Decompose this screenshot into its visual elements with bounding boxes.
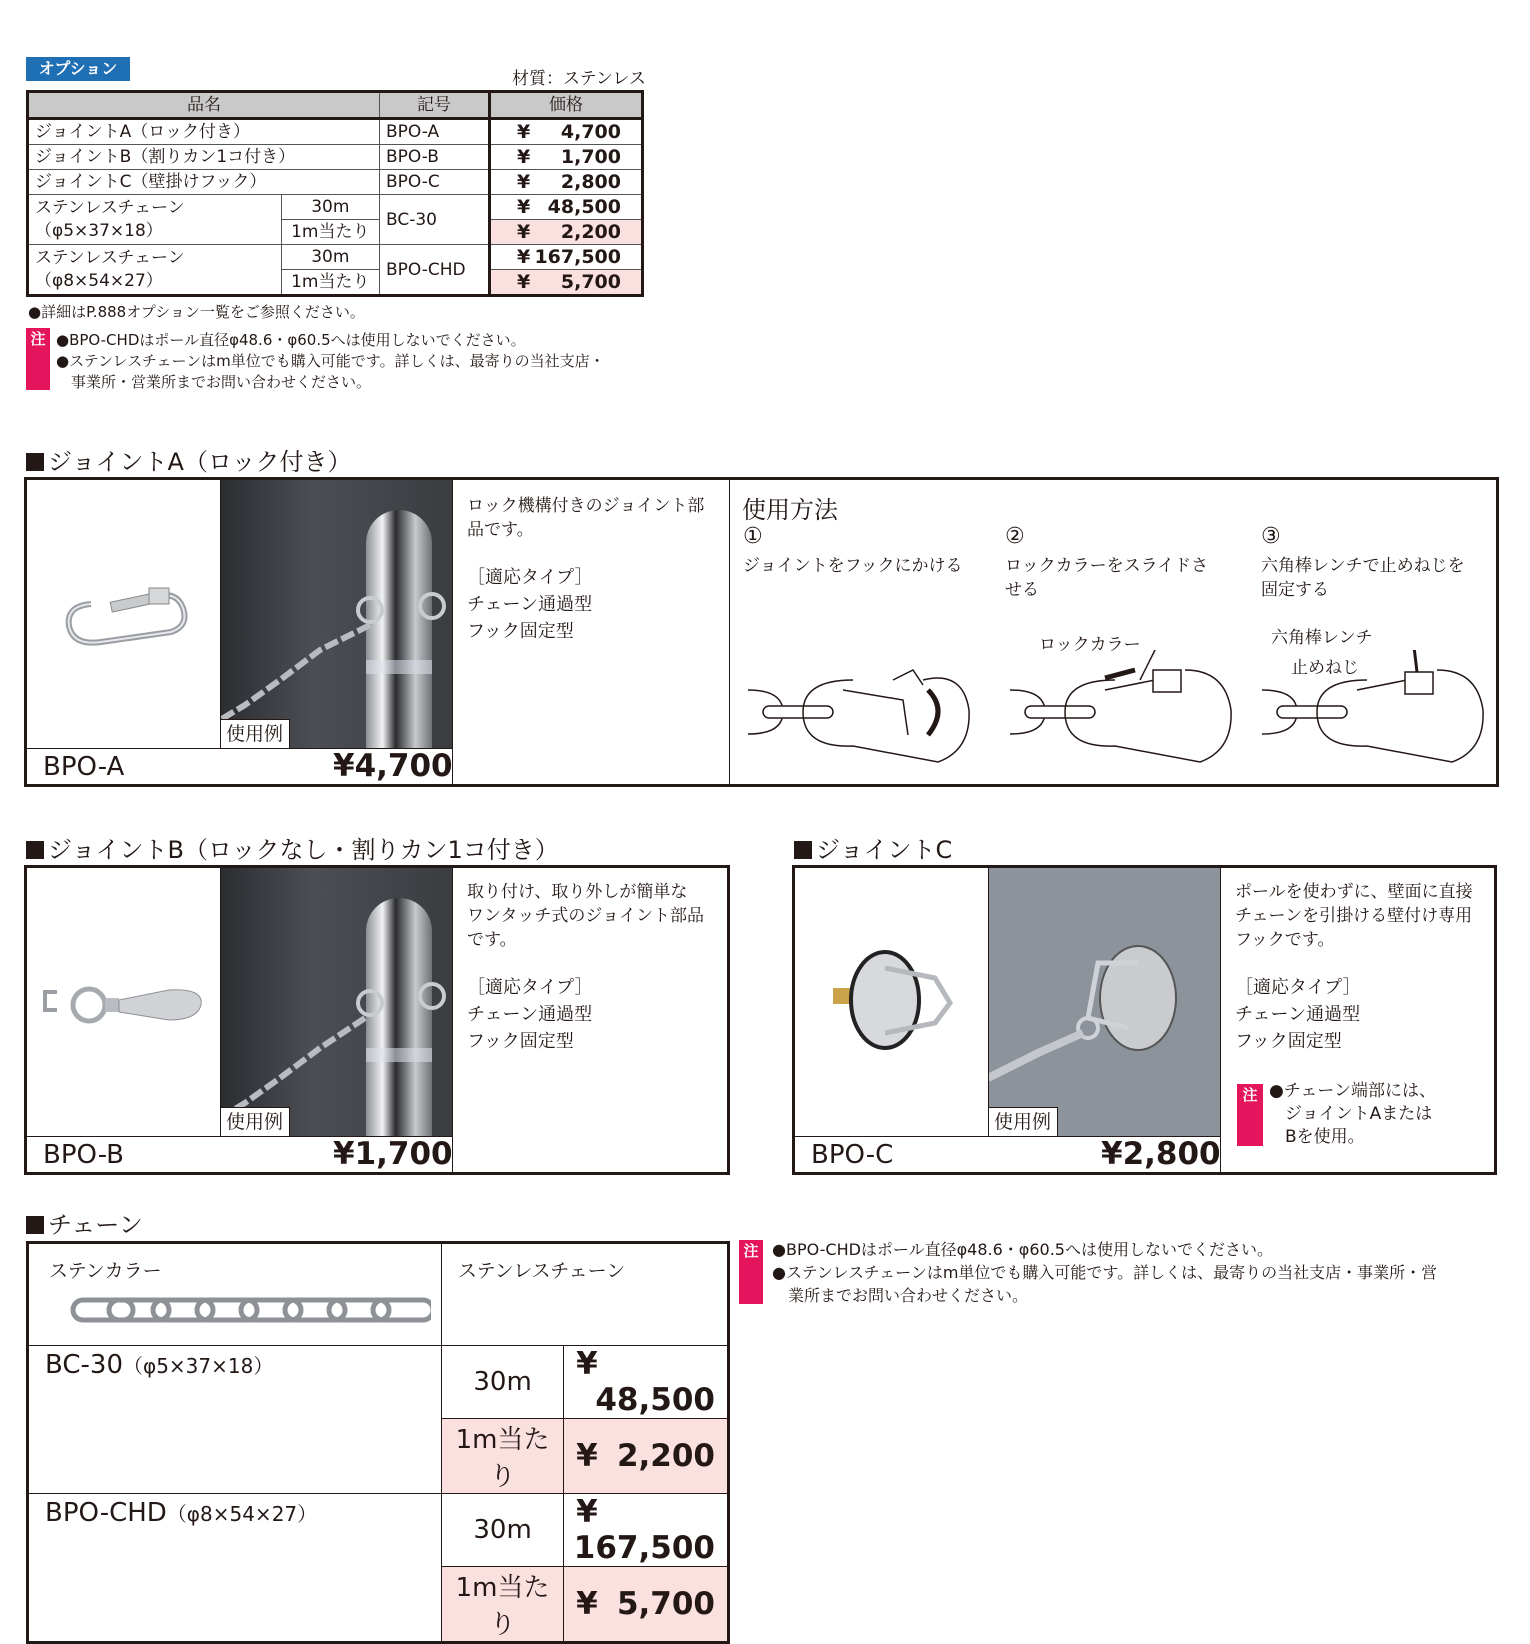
section-title-joint-b: ジョイントB（ロックなし・割りカン1コ付き） bbox=[26, 830, 559, 865]
wall-hook-product-image bbox=[825, 948, 965, 1058]
product-description: ロック機構付きのジョイント部 品です。 ［適応タイプ］ チェーン通過型 フック固定型 bbox=[467, 496, 705, 642]
table-row bbox=[28, 119, 643, 145]
product-price: ¥4,700 bbox=[333, 748, 453, 784]
product-price: ¥2,800 bbox=[1101, 1136, 1221, 1172]
product-description: ポールを使わずに、壁面に直接 チェーンを引掛ける壁付け専用 フックです。 ［適応タイプ］ チェーン通過型 フック固定型 bbox=[1235, 882, 1473, 1052]
callout-set-screw: 止めねじ bbox=[1291, 658, 1359, 678]
material-label: 材質：ステンレス bbox=[512, 69, 646, 89]
header-code: 記号 bbox=[380, 92, 490, 119]
table-row bbox=[28, 1494, 729, 1567]
table-row bbox=[28, 1346, 729, 1419]
table-row bbox=[28, 245, 643, 270]
chain-type-cell: ステンレスチェーン bbox=[442, 1243, 729, 1346]
item-name: ジョイントB（割りカン1コ付き） bbox=[28, 145, 380, 170]
table-row bbox=[28, 145, 643, 170]
options-table bbox=[26, 90, 644, 297]
product-code: BPO-C bbox=[811, 1140, 894, 1170]
step-1-number: ① bbox=[743, 524, 763, 549]
chain-header-row bbox=[28, 1243, 729, 1346]
product-description: 取り付け、取り外しが簡単な ワンタッチ式のジョイント部品 です。 ［適応タイプ］ チェーン通過型 フック固定型 bbox=[467, 882, 704, 1052]
chain-price: ¥ 5,700 bbox=[564, 1567, 729, 1643]
detail-note: ●詳細はP.888オプション一覧をご参照ください。 bbox=[28, 303, 365, 321]
chain-qty: 30m bbox=[442, 1494, 564, 1567]
item-price: ¥ 2,200 bbox=[490, 220, 643, 245]
item-price: ¥ 48,500 bbox=[490, 195, 643, 220]
chain-qty: 1m当たり bbox=[442, 1567, 564, 1643]
item-price: ¥ 4,700 bbox=[490, 119, 643, 145]
chain-price: ¥ 2,200 bbox=[564, 1419, 729, 1494]
section-title-joint-c: ジョイントC bbox=[794, 830, 952, 865]
caution-badge: 注 bbox=[1237, 1084, 1263, 1146]
item-name: ジョイントA（ロック付き） bbox=[28, 119, 380, 145]
chain-price: ¥ 48,500 bbox=[564, 1346, 729, 1419]
table-row bbox=[28, 195, 643, 220]
usage-photo-joint-a bbox=[220, 480, 453, 748]
item-name: ジョイントC（壁掛けフック） bbox=[28, 170, 380, 195]
item-price: ¥ 2,800 bbox=[490, 170, 643, 195]
item-price: ¥ 5,700 bbox=[490, 270, 643, 296]
item-qty: 1m当たり bbox=[281, 270, 379, 296]
caution-note: ●チェーン端部には、 ジョイントAまたは Bを使用。 bbox=[1269, 1081, 1436, 1147]
product-code: BPO-A bbox=[43, 752, 125, 782]
usage-example-label: 使用例 bbox=[220, 719, 290, 748]
item-name: ステンレスチェーン （φ8×54×27） bbox=[28, 245, 282, 296]
caution-badge: 注 bbox=[739, 1240, 763, 1304]
chain-qty: 1m当たり bbox=[442, 1419, 564, 1494]
swivel-snap-product-image bbox=[39, 980, 209, 1030]
chain-code-cell: BPO-CHD（φ8×54×27） bbox=[28, 1494, 442, 1643]
product-code: BPO-B bbox=[43, 1140, 124, 1170]
chain-caution-notes: ●BPO-CHDはポール直径φ48.6・φ60.5へは使用しないでください。 ●ステンレスチェーンはm単位でも購入可能です。詳しくは、最寄りの当社支店・事業所・営 業所までお問い合わせください。 bbox=[772, 1240, 1438, 1305]
item-code: BC-30 bbox=[380, 195, 490, 245]
step-3-text: 六角棒レンチで止めねじを 固定する bbox=[1261, 556, 1465, 600]
howto-title: 使用方法 bbox=[742, 496, 838, 524]
options-badge: オプション bbox=[26, 57, 130, 81]
joint-c-panel bbox=[792, 865, 1497, 1175]
item-qty: 30m bbox=[281, 195, 379, 220]
item-qty: 1m当たり bbox=[281, 220, 379, 245]
callout-hex-wrench: 六角棒レンチ bbox=[1271, 628, 1373, 648]
section-title-joint-a: ジョイントA（ロック付き） bbox=[26, 442, 351, 477]
chain-image bbox=[69, 1294, 431, 1326]
item-price: ¥ 167,500 bbox=[490, 245, 643, 270]
chain-table bbox=[26, 1241, 730, 1644]
carabiner-product-image bbox=[61, 584, 191, 654]
item-code: BPO-A bbox=[380, 119, 490, 145]
options-header-row bbox=[28, 92, 643, 119]
usage-photo-joint-b bbox=[220, 868, 453, 1136]
item-qty: 30m bbox=[281, 245, 379, 270]
step-1-text: ジョイントをフックにかける bbox=[743, 556, 963, 576]
item-name: ステンレスチェーン （φ5×37×18） bbox=[28, 195, 282, 245]
table-row bbox=[28, 170, 643, 195]
chain-price: ¥ 167,500 bbox=[564, 1494, 729, 1567]
usage-example-label: 使用例 bbox=[988, 1107, 1058, 1136]
product-price: ¥1,700 bbox=[333, 1136, 453, 1172]
chain-code-cell: BC-30（φ5×37×18） bbox=[28, 1346, 442, 1494]
step-2-number: ② bbox=[1005, 524, 1025, 549]
joint-a-panel bbox=[24, 477, 1499, 787]
howto-diagram bbox=[743, 650, 1503, 770]
item-code: BPO-C bbox=[380, 170, 490, 195]
chain-color-cell: ステンカラー bbox=[28, 1243, 442, 1346]
item-code: BPO-CHD bbox=[380, 245, 490, 296]
usage-example-label: 使用例 bbox=[220, 1107, 290, 1136]
caution-notes: ●BPO-CHDはポール直径φ48.6・φ60.5へは使用しないでください。 ●ステンレスチェーンはm単位でも購入可能です。詳しくは、最寄りの当社支店・ 事業所・営業所までお問い合わせください。 bbox=[56, 331, 605, 391]
caution-badge: 注 bbox=[26, 328, 50, 390]
section-title-chain: チェーン bbox=[26, 1205, 143, 1240]
item-price: ¥ 1,700 bbox=[490, 145, 643, 170]
joint-b-panel bbox=[24, 865, 730, 1175]
chain-qty: 30m bbox=[442, 1346, 564, 1419]
step-3-number: ③ bbox=[1261, 524, 1281, 549]
item-code: BPO-B bbox=[380, 145, 490, 170]
header-price: 価格 bbox=[490, 92, 643, 119]
usage-photo-joint-c bbox=[988, 868, 1221, 1136]
step-2-text: ロックカラーをスライドさ せる bbox=[1005, 556, 1209, 600]
callout-lock-collar: ロックカラー bbox=[1039, 635, 1141, 655]
header-name: 品名 bbox=[28, 92, 380, 119]
